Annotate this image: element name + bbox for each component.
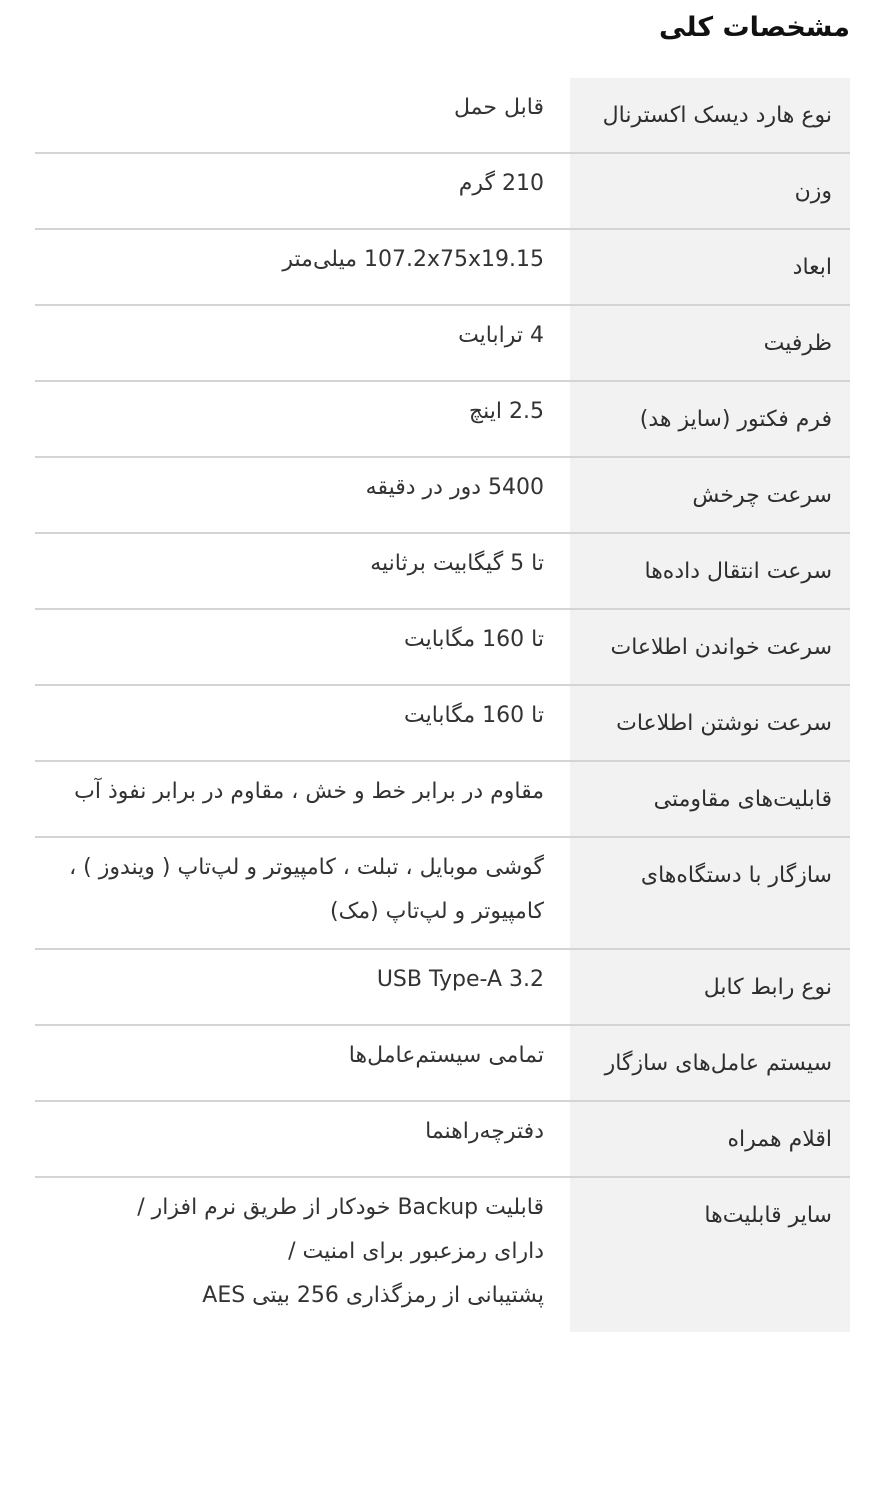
spec-value: [35, 534, 570, 608]
spec-row: [35, 686, 850, 762]
spec-label: وزن: [570, 154, 850, 228]
spec-value: [35, 950, 570, 1024]
spec-value-line: پشتیبانی از رمزگذاری 256 بیتی AES: [202, 1283, 544, 1308]
spec-row: [35, 230, 850, 306]
spec-row: [35, 762, 850, 838]
spec-value-line: 4 ترابایت: [458, 323, 544, 348]
spec-label: ظرفیت: [570, 306, 850, 380]
spec-value-line: 107.2x75x19.15 میلی‌متر: [282, 247, 544, 272]
spec-label: ابعاد: [570, 230, 850, 304]
spec-row: [35, 610, 850, 686]
spec-value-line: 210 گرم: [458, 171, 544, 196]
spec-label: اقلام همراه: [570, 1102, 850, 1176]
spec-value-line: تا 160 مگابایت: [403, 627, 544, 652]
spec-label: سازگار با دستگاه‌های: [570, 838, 850, 948]
section-title: مشخصات کلی: [659, 12, 850, 43]
spec-value: [35, 230, 570, 304]
spec-value: [35, 610, 570, 684]
spec-value-line: تمامی سیستم‌عامل‌ها: [348, 1043, 544, 1068]
spec-value: [35, 762, 570, 836]
spec-value: [35, 458, 570, 532]
spec-value-line: USB Type-A 3.2: [376, 967, 544, 992]
spec-value: [35, 1102, 570, 1176]
specs-table: [35, 78, 850, 1332]
spec-value: [35, 838, 570, 948]
spec-value: [35, 1178, 570, 1332]
spec-value-line: دفترچه‌راهنما: [425, 1119, 544, 1144]
spec-label: نوع هارد دیسک اکسترنال: [570, 78, 850, 152]
spec-row: [35, 534, 850, 610]
spec-value-line: مقاوم در برابر خط و خش ، مقاوم در برابر نفوذ آب: [74, 779, 544, 804]
spec-label: سرعت چرخش: [570, 458, 850, 532]
spec-label: فرم فکتور (سایز هد): [570, 382, 850, 456]
spec-row: [35, 458, 850, 534]
spec-value-line: دارای رمزعبور برای امنیت /: [288, 1239, 544, 1264]
spec-value-line: 2.5 اینچ: [468, 399, 544, 424]
spec-row: [35, 1102, 850, 1178]
spec-row: [35, 154, 850, 230]
spec-value-line: گوشی موبایل ، تبلت ، کامپیوتر و لپ‌تاپ ( ویندوز ) ، کامپیوتر و لپ‌تاپ (مک): [69, 855, 544, 924]
spec-label: سیستم عامل‌های سازگار: [570, 1026, 850, 1100]
spec-row: [35, 306, 850, 382]
spec-label: قابلیت‌های مقاومتی: [570, 762, 850, 836]
spec-value-line: قابلیت Backup خودکار از طریق نرم افزار /: [137, 1195, 544, 1220]
spec-label: سرعت خواندن اطلاعات: [570, 610, 850, 684]
spec-row: [35, 1026, 850, 1102]
spec-value: [35, 306, 570, 380]
spec-row: [35, 1178, 850, 1332]
spec-row: [35, 78, 850, 154]
spec-label: سرعت نوشتن اطلاعات: [570, 686, 850, 760]
spec-value: [35, 1026, 570, 1100]
spec-row: [35, 950, 850, 1026]
spec-label: سرعت انتقال داده‌ها: [570, 534, 850, 608]
spec-value: [35, 78, 570, 152]
spec-value: [35, 154, 570, 228]
spec-row: [35, 838, 850, 950]
spec-label: نوع رابط کابل: [570, 950, 850, 1024]
spec-value-line: تا 160 مگابایت: [403, 703, 544, 728]
spec-value: [35, 382, 570, 456]
spec-value-line: قابل حمل: [454, 95, 544, 120]
spec-label: سایر قابلیت‌ها: [570, 1178, 850, 1332]
spec-value-line: 5400 دور در دقیقه: [365, 475, 544, 500]
spec-value: [35, 686, 570, 760]
spec-value-line: تا 5 گیگابیت برثانیه: [370, 551, 544, 576]
spec-row: [35, 382, 850, 458]
